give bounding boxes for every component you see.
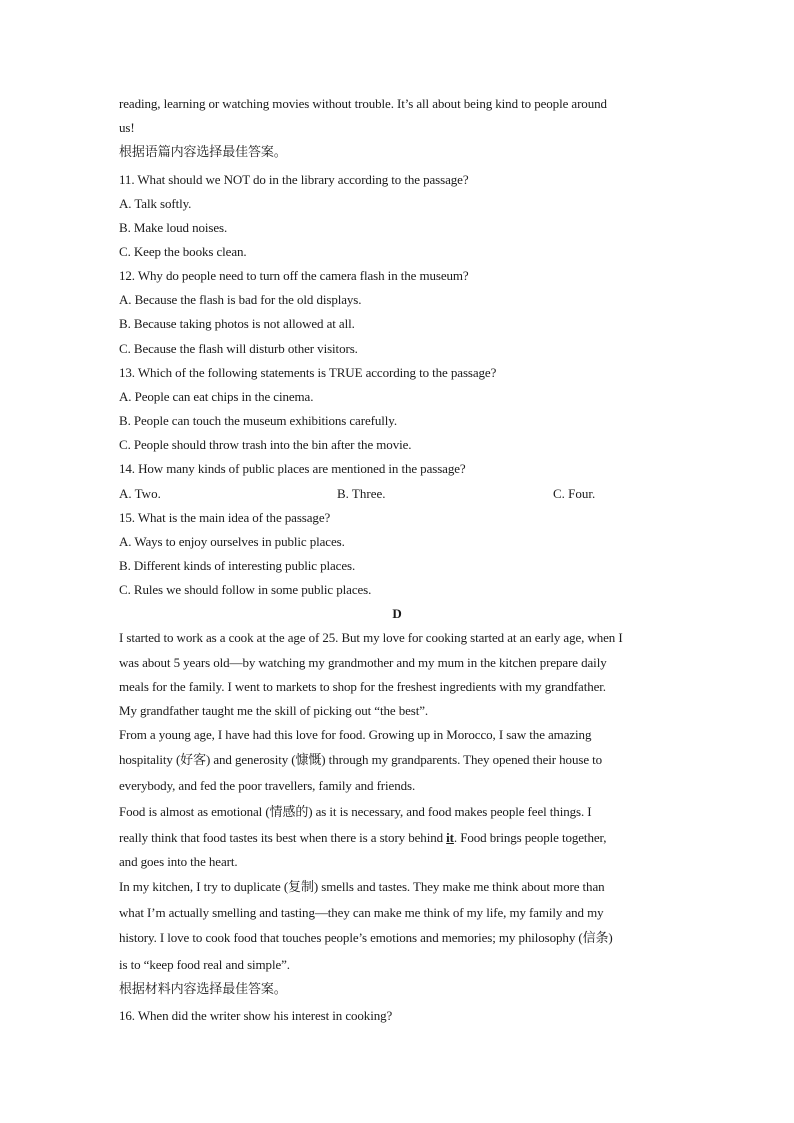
- passage-line: From a young age, I have had this love for food. Growing up in Morocco, I saw the amazing: [119, 727, 592, 742]
- passage-line: [119, 830, 679, 846]
- passage-line: My grandfather taught me the skill of picking out “the best”.: [119, 703, 429, 718]
- answer-option: A. Talk softly.: [119, 196, 192, 211]
- passage-line: history. I love to cook food that touches people’s emotions and memories; my philosophy (信条): [119, 930, 613, 945]
- answer-option: C. Four.: [553, 486, 596, 501]
- passage-c-ending-line: reading, learning or watching movies without trouble. It’s all about being kind to people around: [119, 96, 607, 111]
- passage-line: what I’m actually smelling and tasting—they can make me think of my life, my family and my: [119, 905, 604, 920]
- answer-option: B. Make loud noises.: [119, 220, 228, 235]
- passage-line: is to “keep food real and simple”.: [119, 957, 290, 972]
- passage-text: really think that food tastes its best when there is a story behind: [119, 830, 447, 845]
- passage-line: everybody, and fed the poor travellers, family and friends.: [119, 778, 416, 793]
- underlined-word: it: [446, 830, 454, 845]
- answer-option: C. Rules we should follow in some public places.: [119, 582, 372, 597]
- question-stem: 14. How many kinds of public places are mentioned in the passage?: [119, 461, 466, 476]
- answer-option: B. Because taking photos is not allowed at all.: [119, 316, 355, 331]
- answer-option: C. People should throw trash into the bin after the movie.: [119, 437, 412, 452]
- question-stem: 15. What is the main idea of the passage?: [119, 510, 331, 525]
- answer-option: B. Different kinds of interesting public places.: [119, 558, 356, 573]
- question-stem: 13. Which of the following statements is TRUE according to the passage?: [119, 365, 497, 380]
- answer-option: B. People can touch the museum exhibitions carefully.: [119, 413, 397, 428]
- passage-line: I started to work as a cook at the age of 25. But my love for cooking started at an early age, when I: [119, 630, 623, 645]
- answer-option: A. Because the flash is bad for the old displays.: [119, 292, 362, 307]
- answer-option: A. People can eat chips in the cinema.: [119, 389, 314, 404]
- question-stem: 12. Why do people need to turn off the camera flash in the museum?: [119, 268, 469, 283]
- question-stem: 11. What should we NOT do in the library according to the passage?: [119, 172, 469, 187]
- passage-line: In my kitchen, I try to duplicate (复制) smells and tastes. They make me think about more than: [119, 879, 605, 894]
- instruction-text: 根据材料内容选择最佳答案。: [119, 982, 287, 997]
- instruction-text: 根据语篇内容选择最佳答案。: [119, 145, 287, 160]
- passage-line: meals for the family. I went to markets to shop for the freshest ingredients with my grandfather.: [119, 679, 606, 694]
- answer-option: A. Two.: [119, 486, 161, 501]
- passage-text: . Food brings people together,: [453, 830, 607, 845]
- passage-line: Food is almost as emotional (情感的) as it is necessary, and food makes people feel things. I: [119, 804, 592, 819]
- section-title: D: [392, 606, 402, 621]
- answer-option: A. Ways to enjoy ourselves in public places.: [119, 534, 345, 549]
- answer-option: C. Because the flash will disturb other visitors.: [119, 341, 358, 356]
- passage-line: was about 5 years old—by watching my grandmother and my mum in the kitchen prepare daily: [119, 655, 607, 670]
- passage-line: hospitality (好客) and generosity (慷慨) through my grandparents. They opened their house to: [119, 752, 603, 767]
- passage-c-ending-line: us!: [119, 120, 135, 135]
- answer-option: B. Three.: [337, 486, 386, 501]
- passage-line: and goes into the heart.: [119, 854, 238, 869]
- answer-option: C. Keep the books clean.: [119, 244, 247, 259]
- question-stem: 16. When did the writer show his interest in cooking?: [119, 1008, 393, 1023]
